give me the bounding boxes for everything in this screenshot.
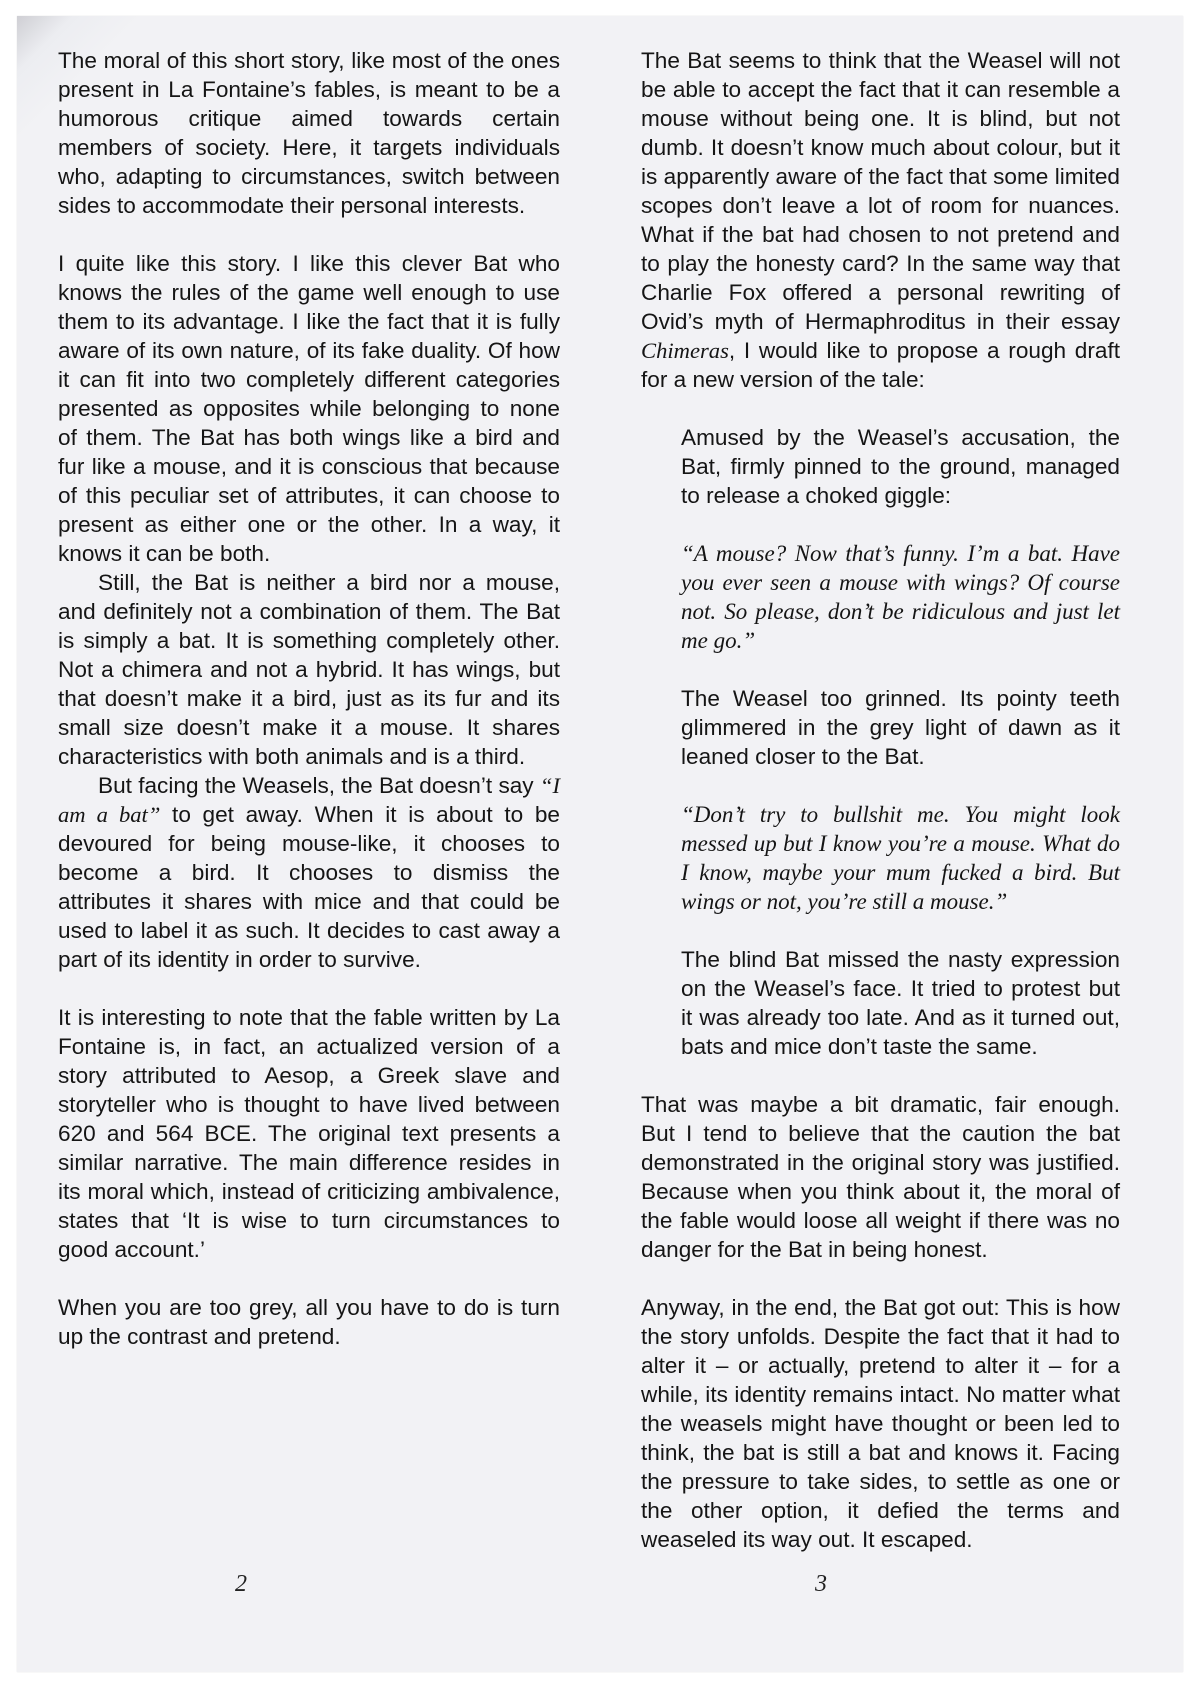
paragraph-bat-seems: The Bat seems to think that the Weasel will not be able to accept the fact that it can resemble a mouse without being one. It is blind, but not dumb. It doesn’t know much about colour, but it is apparently aware of the fact that some limited scopes don’t leave a lot of room for nuances. What if the bat had chosen to not pretend and to play the honesty card? In the same way that Charlie Fox offered a personal rewriting of Ovid’s myth of Hermaphroditus in their essay Chimeras, I would like to propose a rough draft for a new version of the tale: bbox=[641, 48, 1120, 392]
story-amused: Amused by the Weasel’s accusation, the Bat, firmly pinned to the ground, managed to release a choked giggle: bbox=[681, 425, 1120, 508]
left-page-column bbox=[58, 46, 560, 1351]
story-quote-weasel: “Don’t try to bullshit me. You might look messed up but I know you’re a mouse. What do I know, maybe your mum fucked a bird. But wings or not, you’re still a mouse.” bbox=[681, 802, 1120, 914]
scanned-page-spread bbox=[17, 16, 1183, 1672]
essay-title-chimeras: Chimeras bbox=[641, 338, 729, 363]
paragraph-neither-bird-nor-mouse: Still, the Bat is neither a bird nor a mouse, and definitely not a combination of them. The Bat is simply a bat. It is something completely other. Not a chimera and not a hybrid. It has wings, but that doesn’t make it a bird, just as its fur and its small size doesn’t make it a mouse. It shares characteristics with both animals and is a third. bbox=[58, 570, 560, 769]
page-number-left: 2 bbox=[235, 1571, 247, 1597]
story-quote-bat: “A mouse? Now that’s funny. I’m a bat. Have you ever seen a mouse with wings? Of course not. So please, don’t be ridiculous and just let me go.” bbox=[681, 541, 1120, 653]
story-weasel-grinned: The Weasel too grinned. Its pointy teeth glimmered in the grey light of dawn as it leaned closer to the Bat. bbox=[681, 686, 1120, 769]
paragraph-too-grey: When you are too grey, all you have to do is turn up the contrast and pretend. bbox=[58, 1295, 560, 1349]
right-page-column bbox=[641, 46, 1120, 1554]
paragraph-moral: The moral of this short story, like most of the ones present in La Fontaine’s fables, is meant to be a humorous critique aimed towards certain members of society. Here, it targets individuals who, adapting to circumstances, switch between sides to accommodate their personal interests. bbox=[58, 48, 560, 218]
story-blind-bat: The blind Bat missed the nasty expression on the Weasel’s face. It tried to protest but it was already too late. And as it turned out, bats and mice don’t taste the same. bbox=[681, 947, 1120, 1059]
paragraph-anyway: Anyway, in the end, the Bat got out: This is how the story unfolds. Despite the fact that it had to alter it – or actually, pretend to alter it – for a while, its identity remains intact. No matter what the weasels might have thought or been led to think, the bat is still a bat and knows it. Facing the pressure to take sides, to settle as one or the other option, it defied the terms and weaseled its way out. It escaped. bbox=[641, 1295, 1120, 1552]
page-number-right: 3 bbox=[815, 1571, 827, 1597]
quote-i-am-a-bat: “I am a bat” bbox=[58, 773, 560, 827]
paragraph-facing-weasels: But facing the Weasels, the Bat doesn’t say “I am a bat” to get away. When it is about to be devoured for being mouse-like, it chooses to become a bird. It chooses to dismiss the attributes it shares with mice and that could be used to label it as such. It decides to cast away a part of its identity in order to survive. bbox=[58, 773, 560, 972]
paragraph-aesop: It is interesting to note that the fable written by La Fontaine is, in fact, an actualized version of a story attributed to Aesop, a Greek slave and storyteller who is thought to have lived between 620 and 564 BCE. The original text presents a similar narrative. The main difference resides in its moral which, instead of criticizing ambivalence, states that ‘It is wise to turn circumstances to good account.’ bbox=[58, 1005, 560, 1262]
paragraph-clever-bat: I quite like this story. I like this clever Bat who knows the rules of the game well enough to use them to its advantage. I like the fact that it is fully aware of its own nature, of its fake duality. Of how it can fit into two completely different categories presented as opposites while belonging to none of them. The Bat has both wings like a bird and fur like a mouse, and it is conscious that because of this peculiar set of attributes, it can choose to present as either one or the other. In a way, it knows it can be both. bbox=[58, 251, 560, 566]
paragraph-dramatic: That was maybe a bit dramatic, fair enough. But I tend to believe that the caution the bat demonstrated in the original story was justified. Because when you think about it, the moral of the fable would loose all weight if there was no danger for the Bat in being honest. bbox=[641, 1092, 1120, 1262]
